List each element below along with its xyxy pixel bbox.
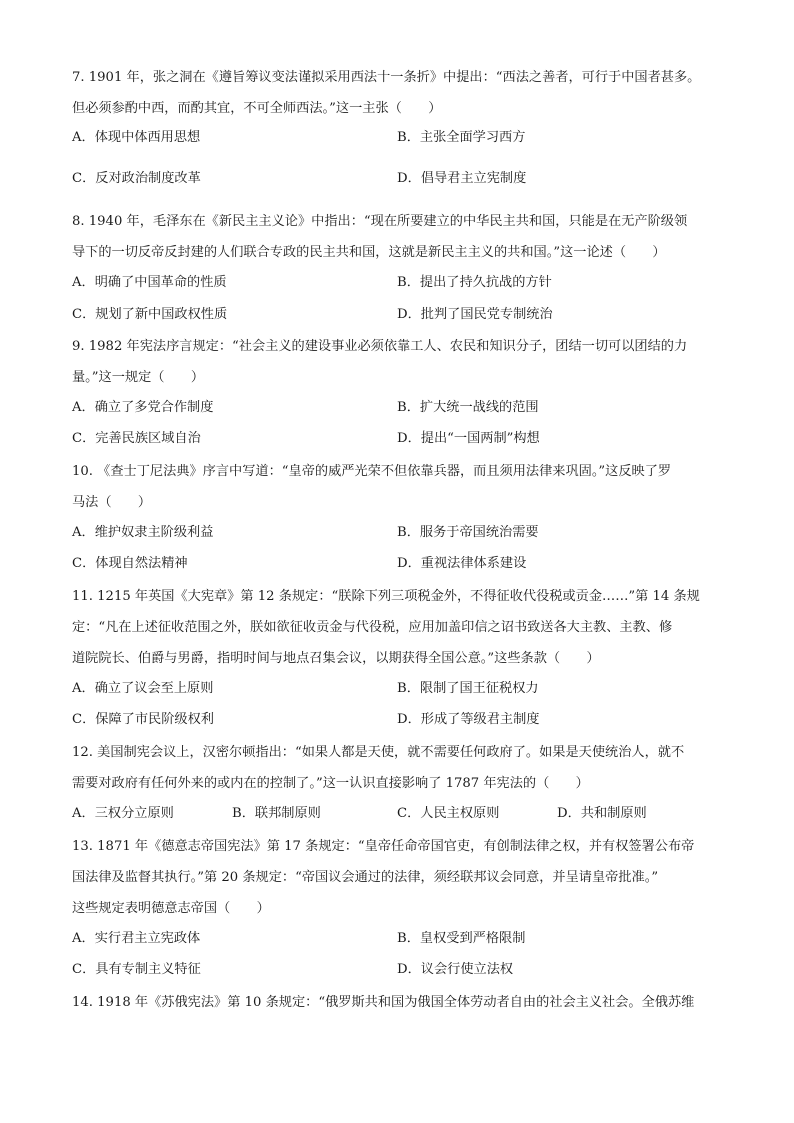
question-8-line-1: 8. 1940 年，毛泽东在《新民主主义论》中指出：“现在所要建立的中华民主共和国，只能是在无产阶级领 <box>72 214 688 229</box>
question-9-option-a[interactable]: A．确立了多党合作制度 <box>72 400 214 415</box>
question-11-option-a[interactable]: A．确立了议会至上原则 <box>72 681 214 696</box>
question-13-line-2: 国法律及监督其执行。”第 20 条规定：“帝国议会通过的法律，须经联邦议会同意，并呈请皇帝批准。” <box>72 870 659 885</box>
question-7-option-b[interactable]: B．主张全面学习西方 <box>397 130 526 145</box>
question-11-option-d[interactable]: D．形成了等级君主制度 <box>397 712 540 727</box>
question-11-line-2: 定：“凡在上述征收范围之外，朕如欲征收贡金与代役税，应用加盖印信之诏书致送各大主教、主教、修 <box>72 620 673 635</box>
question-9-line-2: 量。”这一规定（ ） <box>72 370 205 385</box>
question-8-line-2: 导下的一切反帝反封建的人们联合专政的民主共和国，这就是新民主主义的共和国。”这一论述（ ） <box>72 245 666 260</box>
question-10-option-b[interactable]: B．服务于帝国统治需要 <box>397 525 539 540</box>
question-8-option-d[interactable]: D．批判了国民党专制统治 <box>397 307 553 322</box>
question-12 <box>72 737 732 799</box>
question-11-line-1: 11. 1215 年英国《大宪章》第 12 条规定：“朕除下列三项税金外，不得征收代役税或贡金……”第 14 条规 <box>72 589 700 604</box>
question-12-option-a[interactable]: A．三权分立原则 <box>72 806 174 821</box>
question-11-option-b[interactable]: B．限制了国王征税权力 <box>397 681 539 696</box>
question-8-option-a[interactable]: A．明确了中国革命的性质 <box>72 275 227 290</box>
question-9-option-b[interactable]: B．扩大统一战线的范围 <box>397 400 539 415</box>
question-7-line-1: 7. 1901 年，张之洞在《遵旨筹议变法谨拟采用西法十一条折》中提出：“西法之善者，可行于中国者甚多。 <box>72 70 701 85</box>
question-12-line-2: 需要对政府有任何外来的或内在的控制了。”这一认识直接影响了 1787 年宪法的（ ） <box>72 776 589 791</box>
question-7-option-a[interactable]: A．体现中体西用思想 <box>72 130 201 145</box>
question-8 <box>72 206 732 268</box>
question-10-line-1: 10. 《查士丁尼法典》序言中写道：“皇帝的威严光荣不但依靠兵器，而且须用法律来巩固。”这反映了罗 <box>72 464 672 479</box>
question-9 <box>72 331 732 393</box>
question-8-option-b[interactable]: B．提出了持久抗战的方针 <box>397 275 552 290</box>
question-10 <box>72 456 732 518</box>
question-13-option-c[interactable]: C．具有专制主义特征 <box>72 962 201 977</box>
question-10-option-c[interactable]: C．体现自然法精神 <box>72 556 188 571</box>
question-11-line-3: 道院院长、伯爵与男爵，指明时间与地点召集会议，以期获得全国公意。”这些条款（ ） <box>72 651 600 666</box>
question-9-option-c[interactable]: C．完善民族区域自治 <box>72 431 201 446</box>
question-14 <box>72 987 732 1018</box>
question-11-option-c[interactable]: C．保障了市民阶级权利 <box>72 712 214 727</box>
question-11 <box>72 581 732 674</box>
question-9-option-d[interactable]: D．提出“一国两制”构想 <box>397 431 540 446</box>
question-10-option-d[interactable]: D．重视法律体系建设 <box>397 556 527 571</box>
question-13-option-d[interactable]: D．议会行使立法权 <box>397 962 514 977</box>
question-12-option-b[interactable]: B．联邦制原则 <box>232 806 321 821</box>
question-13-line-3: 这些规定表明德意志帝国（ ） <box>72 901 270 916</box>
question-7-option-d[interactable]: D．倡导君主立宪制度 <box>397 171 527 186</box>
question-12-option-c[interactable]: C．人民主权原则 <box>397 806 500 821</box>
question-14-line-1: 14. 1918 年《苏俄宪法》第 10 条规定：“俄罗斯共和国为俄国全体劳动者自由的社会主义社会。全俄苏维 <box>72 995 695 1010</box>
question-13 <box>72 831 732 924</box>
question-13-option-b[interactable]: B．皇权受到严格限制 <box>397 931 526 946</box>
question-12-option-d[interactable]: D．共和制原则 <box>557 806 647 821</box>
question-9-line-1: 9. 1982 年宪法序言规定：“社会主义的建设事业必须依靠工人、农民和知识分子，团结一切可以团结的力 <box>72 339 688 354</box>
question-13-line-1: 13. 1871 年《德意志帝国宪法》第 17 条规定：“皇帝任命帝国官吏，有创制法律之权，并有权签署公布帝 <box>72 839 695 854</box>
question-10-line-2: 马法（ ） <box>72 495 152 510</box>
question-12-line-1: 12. 美国制宪会议上，汉密尔顿指出：“如果人都是天使，就不需要任何政府了。如果是天使统治人，就不 <box>72 745 685 760</box>
question-10-option-a[interactable]: A．维护奴隶主阶级利益 <box>72 525 214 540</box>
question-7 <box>72 62 732 124</box>
question-7-line-2: 但必须参酌中西，而酌其宜，不可全师西法。”这一主张（ ） <box>72 101 442 116</box>
question-8-option-c[interactable]: C．规划了新中国政权性质 <box>72 307 228 322</box>
question-13-option-a[interactable]: A．实行君主立宪政体 <box>72 931 201 946</box>
question-7-option-c[interactable]: C．反对政治制度改革 <box>72 171 201 186</box>
